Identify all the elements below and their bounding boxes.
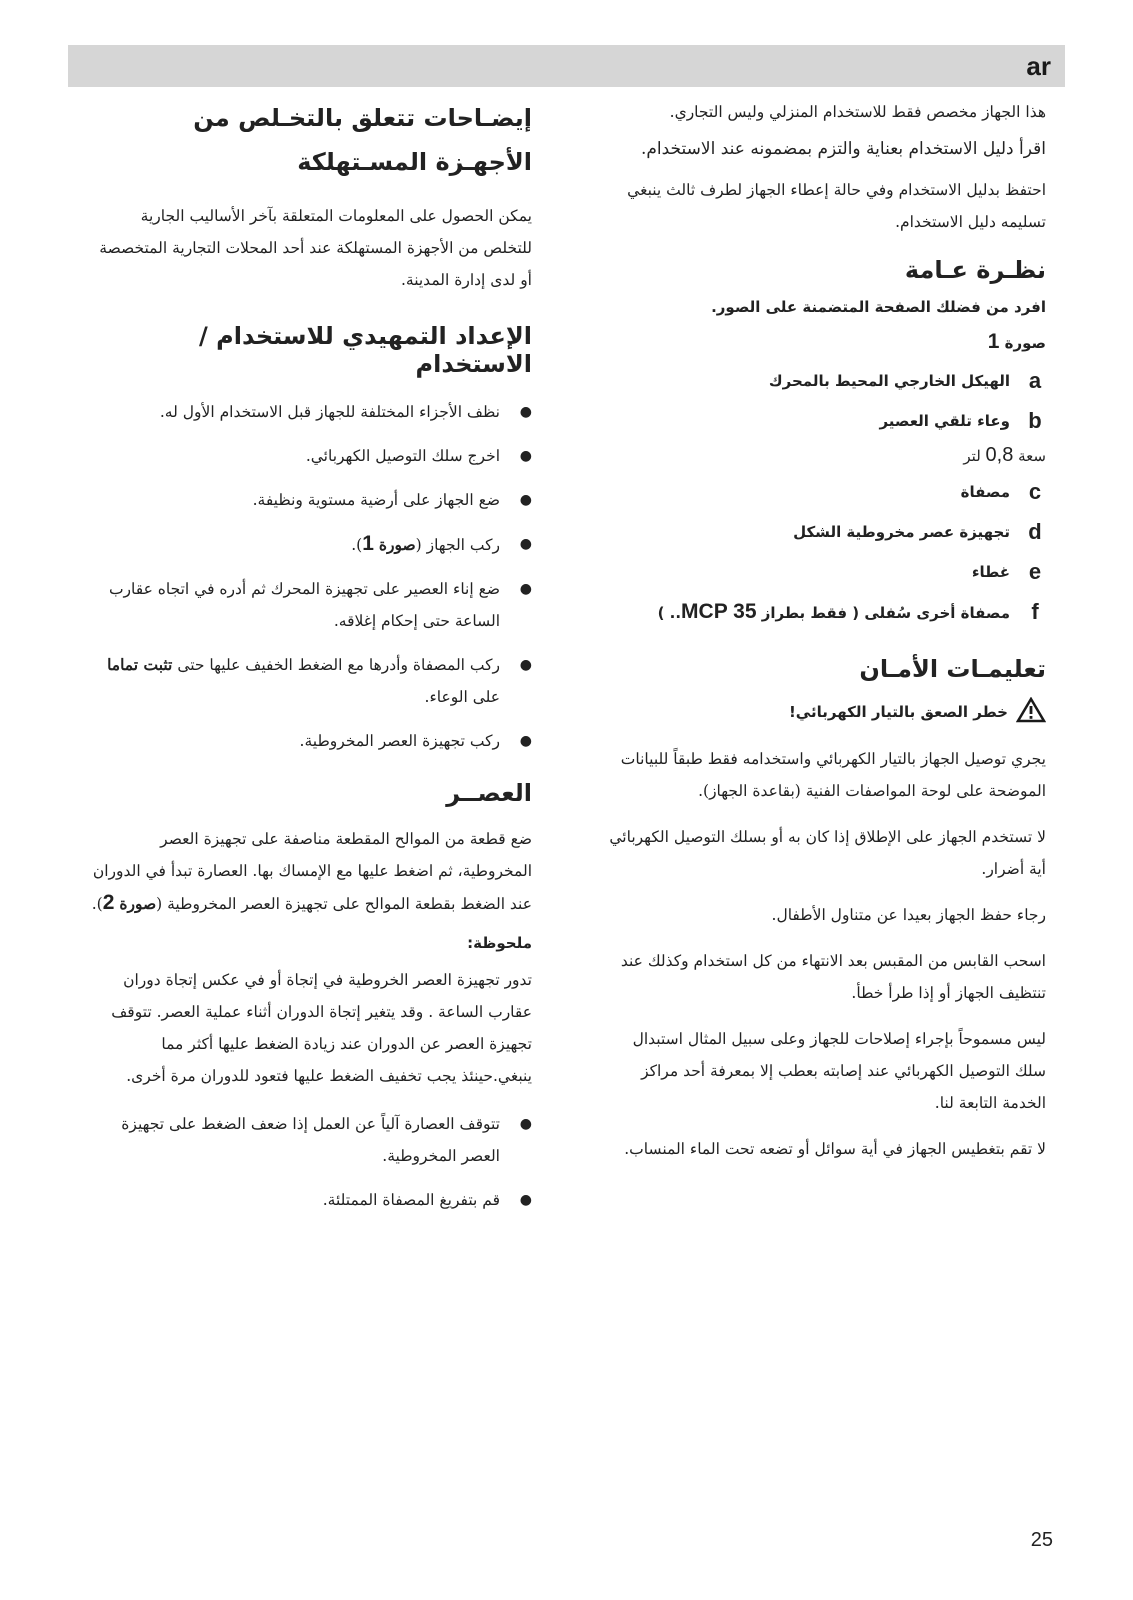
part-label: الهيكل الخارجي المحيط بالمحرك	[768, 372, 1010, 390]
page-number: 25	[1030, 1529, 1053, 1551]
bullet-icon: ●	[519, 733, 532, 749]
bullet-icon: ●	[519, 657, 532, 673]
model-suffix: .. )	[657, 604, 682, 622]
intro-paragraph-2: اقرأ دليل الاستخدام بعناية والتزم بمضمونه عند الاستخدام.	[640, 139, 1046, 159]
capacity-line	[634, 444, 1046, 467]
part-label: وعاء تلقي العصير	[879, 412, 1010, 430]
safety-heading: تعليمـات الأمـان	[859, 655, 1046, 683]
disposal-heading: إيضـاحات تتعلق بالتخـلص من الأجهـزة المسـتهلكة	[193, 104, 532, 176]
list-item: ● ضع الجهاز على أرضية مستوية ونظيفة.	[90, 484, 532, 516]
left-column	[90, 96, 532, 1228]
intro-paragraph-3: احتفظ بدليل الاستخدام وفي حالة إعطاء الجهاز لطرف ثالث ينبغي تسليمه دليل الاستخدام.	[627, 181, 1046, 231]
bullet-icon: ●	[519, 404, 532, 420]
capacity-word: سعة	[1018, 447, 1046, 465]
figure-ref-number: 1	[362, 532, 374, 555]
emphasis-text: تثبت تماما	[107, 655, 173, 674]
part-label	[658, 600, 1010, 624]
header-bar	[68, 45, 1065, 87]
disposal-text: يمكن الحصول على المعلومات المتعلقة بآخر الأساليب الجارية للتخلص من الأجهزة المستهلكة عند أحد المحلات التجارية المتخصصة أو لدى إدارة المدينة.	[99, 207, 532, 289]
list-item: ● ركب المصفاة وأدرها مع الضغط الخفيف عليها حتى تثبت تماما على الوعاء.	[90, 649, 532, 713]
part-a	[598, 368, 1046, 394]
part-letter: d	[1028, 519, 1042, 544]
part-label: مصفاة	[960, 483, 1010, 501]
list-item: ● اخرج سلك التوصيل الكهربائي.	[90, 440, 532, 472]
bullet-icon: ●	[519, 492, 532, 508]
part-letter: a	[1028, 368, 1042, 393]
juicing-heading: العصــر	[446, 779, 532, 807]
bullet-icon: ●	[519, 1192, 532, 1208]
setup-heading: الإعداد التمهيدي للاستخدام / الاستخدام	[199, 322, 532, 378]
capacity-unit: لتر	[963, 447, 981, 465]
part-label: تجهيزة عصر مخروطية الشكل	[793, 523, 1010, 541]
list-item: ● ضع إناء العصير على تجهيزة المحرك ثم أدره في اتجاه عقارب الساعة حتى إحكام إغلاقه.	[90, 573, 532, 637]
figure-caption	[598, 330, 1046, 354]
bullet-icon: ●	[519, 1116, 532, 1132]
part-d	[598, 519, 1046, 545]
list-item: ● ركب تجهيزة العصر المخروطية.	[90, 725, 532, 757]
setup-list	[90, 396, 532, 757]
juicing-text: ضع قطعة من الموالح المقطعة مناصفة على تجهيزة العصر المخروطية، ثم اضغط عليها مع الإمساك بها. العصارة تبدأ في الدوران عند الضغط بقطعة الموالح على تجهيزة العصر المخروطية (صورة 2).	[91, 830, 532, 914]
figure-number: 1	[987, 330, 1000, 353]
figure-ref-number: 2	[102, 891, 115, 914]
note-label: ملحوظة:	[467, 934, 532, 952]
list-item: ● نظف الأجزاء المختلفة للجهاز قبل الاستخدام الأول له.	[90, 396, 532, 428]
overview-instruction: افرد من فضلك الصفحة المتضمنة على الصور.	[711, 298, 1046, 316]
part-letter: c	[1028, 479, 1042, 504]
intro-paragraph-1: هذا الجهاز مخصص فقط للاستخدام المنزلي وليس التجاري.	[669, 103, 1046, 121]
list-item: ● قم بتفريغ المصفاة الممتلئة.	[90, 1184, 532, 1216]
safety-paragraph-5: ليس مسموحاً بإجراء إصلاحات للجهاز وعلى سبيل المثال استبدال سلك التوصيل الكهربائي عند إصابته بعطب إلا بمعرفة أحد مراكز الخدمة التابعة لنا.	[632, 1030, 1046, 1112]
capacity-value: 0,8	[985, 444, 1014, 466]
model-number: MCP 35	[681, 600, 757, 623]
bullet-icon: ●	[519, 536, 532, 552]
language-tag: ar	[1026, 51, 1051, 81]
note-text: تدور تجهيزة العصر الخروطية في إتجاة أو في عكس إتجاة دوران عقارب الساعة . وقد يتغير إتجاة الدوران أثناء عملية العصر. تتوقف تجهيزة العصر عن الدوران عند زيادة الضغط عليها أكثر مما ينبغي.حينئذ يجب تخفيف الضغط عليها فتعود للدوران مرة أخرى.	[111, 971, 532, 1085]
figure-word: صورة	[1004, 334, 1046, 352]
warning-line	[598, 697, 1046, 727]
part-letter: b	[1028, 408, 1042, 433]
part-f	[598, 599, 1046, 625]
part-b	[598, 408, 1046, 434]
safety-paragraph-1: يجري توصيل الجهاز بالتيار الكهربائي واستخدامه فقط طبقاً للبيانات الموضحة على لوحة المواصفات الفنية (بقاعدة الجهاز).	[620, 750, 1046, 800]
overview-heading: نظـرة عـامة	[904, 256, 1046, 284]
bullet-icon: ●	[519, 448, 532, 464]
figure-ref: صورة	[378, 535, 416, 554]
part-letter: e	[1028, 559, 1042, 584]
list-item: ● تتوقف العصارة آلياً عن العمل إذا ضعف الضغط على تجهيزة العصر المخروطية.	[90, 1108, 532, 1172]
juicing-list	[90, 1108, 532, 1216]
warning-text: خطر الصعق بالتيار الكهربائي!	[788, 703, 1008, 721]
safety-paragraph-4: اسحب القابس من المقبس بعد الانتهاء من كل استخدام وكذلك عند تنتظيف الجهاز أو إذا طرأ خطأ.	[620, 952, 1046, 1002]
safety-paragraph-2: لا تستخدم الجهاز على الإطلاق إذا كان به أو بسلك التوصيل الكهربائي أية أضرار.	[609, 828, 1046, 878]
warning-triangle-icon	[1016, 697, 1046, 727]
bullet-icon: ●	[519, 581, 532, 597]
part-f-text: مصفاة أخرى سُفلى ( فقط بطراز	[761, 604, 1010, 622]
part-letter: f	[1031, 599, 1039, 624]
part-label: غطاء	[971, 563, 1010, 581]
part-e	[598, 559, 1046, 585]
list-item: ● ركب الجهاز (صورة 1).	[90, 528, 532, 561]
safety-paragraph-3: رجاء حفظ الجهاز بعيدا عن متناول الأطفال.	[771, 906, 1046, 924]
part-c	[598, 479, 1046, 505]
figure-ref: صورة	[119, 894, 157, 913]
safety-paragraph-6: لا تقم بتغطيس الجهاز في أية سوائل أو تضعه تحت الماء المنساب.	[624, 1140, 1046, 1158]
right-column	[598, 96, 1046, 1175]
